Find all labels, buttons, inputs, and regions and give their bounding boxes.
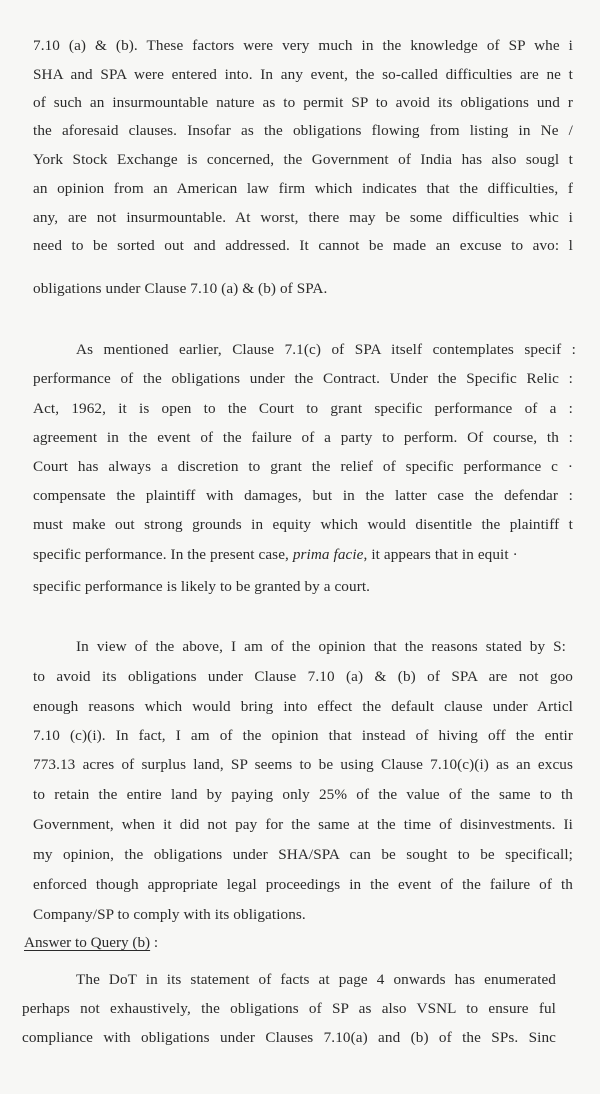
text-line: 7.10 (a) & (b). These factors were very much in the knowledge of SP whe i bbox=[33, 37, 573, 54]
text-line: Government, when it did not pay for the same at the time of disinvestments. Ii bbox=[33, 816, 573, 833]
text-line: to retain the entire land by paying only 25% of the value of the same to th bbox=[33, 786, 573, 803]
text-line: any, are not insurmountable. At worst, there may be some difficulties whic i bbox=[33, 209, 573, 226]
text-line: performance of the obligations under the Contract. Under the Specific Relic : bbox=[33, 370, 573, 387]
text-line: obligations under Clause 7.10 (a) & (b) of SPA. bbox=[33, 280, 328, 297]
text-line: specific performance is likely to be granted by a court. bbox=[33, 578, 371, 595]
text-line: must make out strong grounds in equity which would disentitle the plaintiff t bbox=[33, 516, 573, 533]
text-line: compensate the plaintiff with damages, but in the latter case the defendar : bbox=[33, 487, 573, 504]
text-line: of such an insurmountable nature as to permit SP to avoid its obligations und r bbox=[33, 94, 573, 111]
italic-phrase: prima facie bbox=[292, 546, 364, 563]
text-line: Act, 1962, it is open to the Court to grant specific performance of a : bbox=[33, 400, 573, 417]
text-line: compliance with obligations under Clauses 7.10(a) and (b) of the SPs. Sinc bbox=[22, 1029, 556, 1046]
text-span: specific performance. In the present case, bbox=[33, 546, 293, 563]
heading-text: Answer to Query (b) bbox=[24, 934, 151, 951]
text-line: perhaps not exhaustively, the obligations of SP as also VSNL to ensure ful bbox=[22, 1000, 556, 1017]
text-line: SHA and SPA were entered into. In any event, the so-called difficulties are ne t bbox=[33, 66, 573, 83]
text-line: an opinion from an American law firm which indicates that the difficulties, f bbox=[33, 180, 573, 197]
text-line: my opinion, the obligations under SHA/SPA can be sought to be specificall; bbox=[33, 846, 573, 863]
text-line bbox=[33, 545, 593, 565]
text-line: Court has always a discretion to grant the relief of specific performance c · bbox=[33, 458, 573, 475]
text-line: enforced though appropriate legal proceedings in the event of the failure of th bbox=[33, 876, 573, 893]
text-line: 773.13 acres of surplus land, SP seems to be using Clause 7.10(c)(i) as an excus bbox=[33, 756, 573, 773]
text-line: the aforesaid clauses. Insofar as the obligations flowing from listing in Ne / bbox=[33, 122, 573, 139]
text-line: York Stock Exchange is concerned, the Government of India has also sougl t bbox=[33, 151, 573, 168]
text-span: , it appears that in equit · bbox=[363, 546, 518, 563]
text-line: Company/SP to comply with its obligations. bbox=[33, 906, 306, 923]
section-heading bbox=[24, 933, 158, 953]
text-line: The DoT in its statement of facts at page 4 onwards has enumerated bbox=[76, 971, 556, 988]
text-line: In view of the above, I am of the opinion that the reasons stated by S: bbox=[76, 638, 566, 655]
text-line: As mentioned earlier, Clause 7.1(c) of SPA itself contemplates specif : bbox=[76, 341, 576, 358]
text-line: need to be sorted out and addressed. It cannot be made an excuse to avo: l bbox=[33, 237, 573, 254]
text-line: agreement in the event of the failure of a party to perform. Of course, th : bbox=[33, 429, 573, 446]
heading-colon: : bbox=[150, 934, 159, 951]
text-line: 7.10 (c)(i). In fact, I am of the opinion that instead of hiving off the entir bbox=[33, 727, 573, 744]
text-line: enough reasons which would bring into effect the default clause under Articl bbox=[33, 698, 573, 715]
text-line: to avoid its obligations under Clause 7.10 (a) & (b) of SPA are not goo bbox=[33, 668, 573, 685]
